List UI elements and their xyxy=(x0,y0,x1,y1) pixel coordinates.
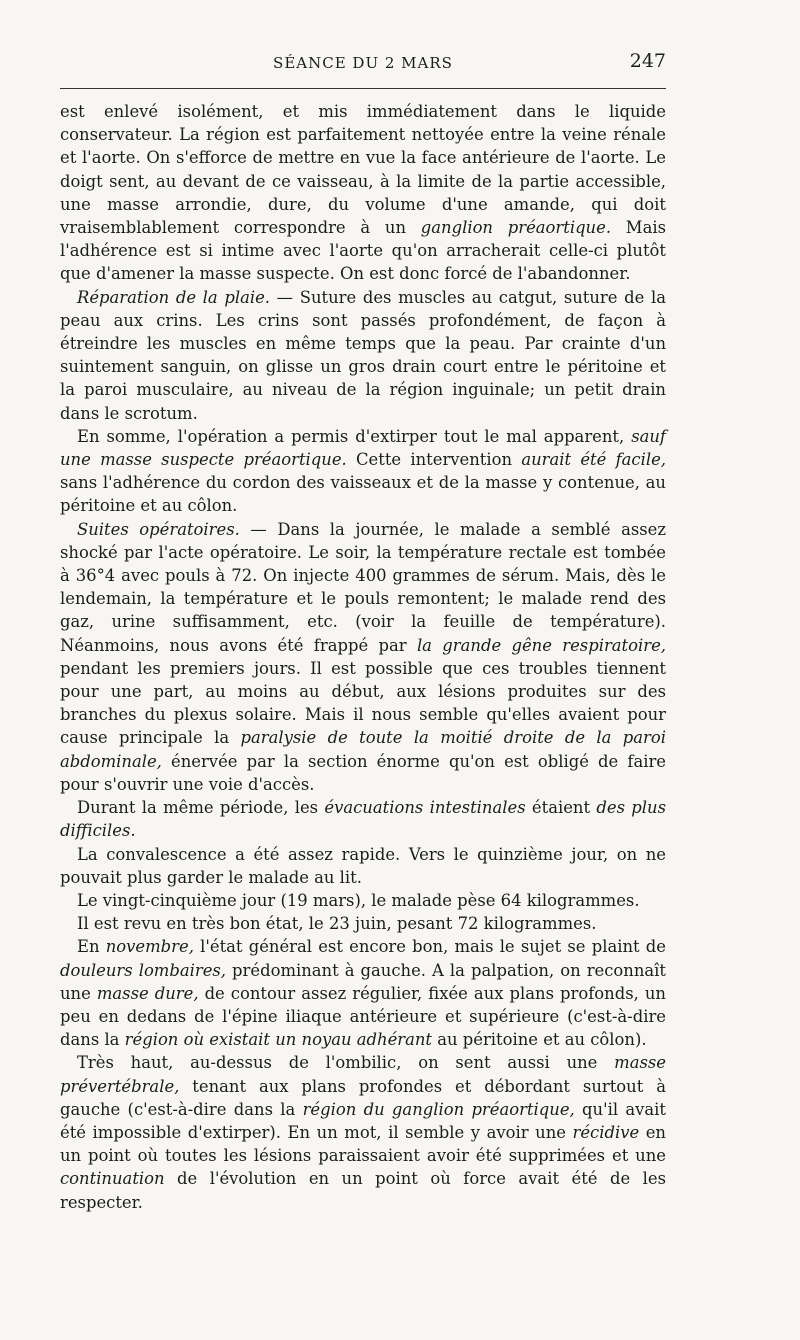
running-title: SÉANCE DU 2 MARS xyxy=(273,54,453,72)
paragraph: Suites opératoires. — Dans la journée, le malade a semblé assez shocké par l'acte opératoire. Le soir, la température rectale est tombée à 36°4 avec pouls à 72. On injecte 400 grammes de sérum. Mais, dès le lendemain, la température et le pouls remontent; le malade rend des gaz, urine suffisamment, etc. (voir la feuille de température). Néanmoins, nous avons été frappé par la grande gêne respiratoire, pendant les premiers jours. Il est possible que ces troubles tiennent pour une part, au moins au début, aux lésions produites sur des branches du plexus solaire. Mais il nous semble qu'elles avaient pour cause principale la paralysie de toute la moitié droite de la paroi abdominale, énervée par la section énorme qu'on est obligé de faire pour s'ouvrir une voie d'accès. xyxy=(60,519,666,794)
paragraph: En somme, l'opération a permis d'extirper tout le mal apparent, sauf une masse suspecte préaortique. Cette intervention aurait été facile, sans l'adhérence du cordon des vaisseaux et de la masse y contenue, au péritoine et au côlon. xyxy=(60,426,667,516)
paragraph: Durant la même période, les évacuations intestinales étaient des plus difficiles. xyxy=(60,798,666,841)
paragraph: Très haut, au-dessus de l'ombilic, on sent aussi une masse prévertébrale, tenant aux plans profondes et débordant surtout à gauche (c'est-à-dire dans la région du ganglion préaortique, qu'il avait été impossible d'extirper). En un mot, il semble y avoir une récidive en un point où toutes les lésions paraissaient avoir été supprimées et une continuation de l'évolution en un point où force avait été de les respecter. xyxy=(60,1053,666,1212)
paragraph: est enlevé isolément, et mis immédiatement dans le liquide conservateur. La région est parfaitement nettoyée entre la veine rénale et l'aorte. On s'efforce de mettre en vue la face antérieure de l'aorte. Le doigt sent, au devant de ce vaisseau, à la limite de la partie accessible, une masse arrondie, dure, du volume d'une amande, qui doit vraisemblablement correspondre à un ganglion préaortique. Mais l'adhérence est si intime avec l'aorte qu'on arracherait celle-ci plutôt que d'amener la masse suspecte. On est donc forcé de l'abandonner. xyxy=(60,102,666,284)
paragraph: Il est revu en très bon état, le 23 juin, pesant 72 kilogrammes. xyxy=(77,914,597,934)
page-number: 247 xyxy=(629,50,666,72)
running-header xyxy=(60,50,666,78)
header-rule xyxy=(60,88,666,89)
body-text xyxy=(60,100,666,1214)
paragraph: Réparation de la plaie. — Suture des muscles au catgut, suture de la peau aux crins. Les crins sont passés profondément, de façon à étreindre les muscles en même temps que la peau. Par crainte d'un suintement sanguin, on glisse un gros drain court entre le péritoine et la paroi musculaire, au niveau de la région inguinale; un petit drain dans le scrotum. xyxy=(60,287,666,423)
paragraph: En novembre, l'état général est encore bon, mais le sujet se plaint de douleurs lombaires, prédominant à gauche. A la palpation, on reconnaît une masse dure, de contour assez régulier, fixée aux plans profonds, un peu en dedans de l'épine iliaque antérieure et supérieure (c'est-à-dire dans la région où existait un noyau adhérant au péritoine et au côlon). xyxy=(60,937,666,1050)
paragraph: Le vingt-cinquième jour (19 mars), le malade pèse 64 kilogrammes. xyxy=(77,890,640,910)
paragraph: La convalescence a été assez rapide. Vers le quinzième jour, on ne pouvait plus garder le malade au lit. xyxy=(60,844,666,887)
